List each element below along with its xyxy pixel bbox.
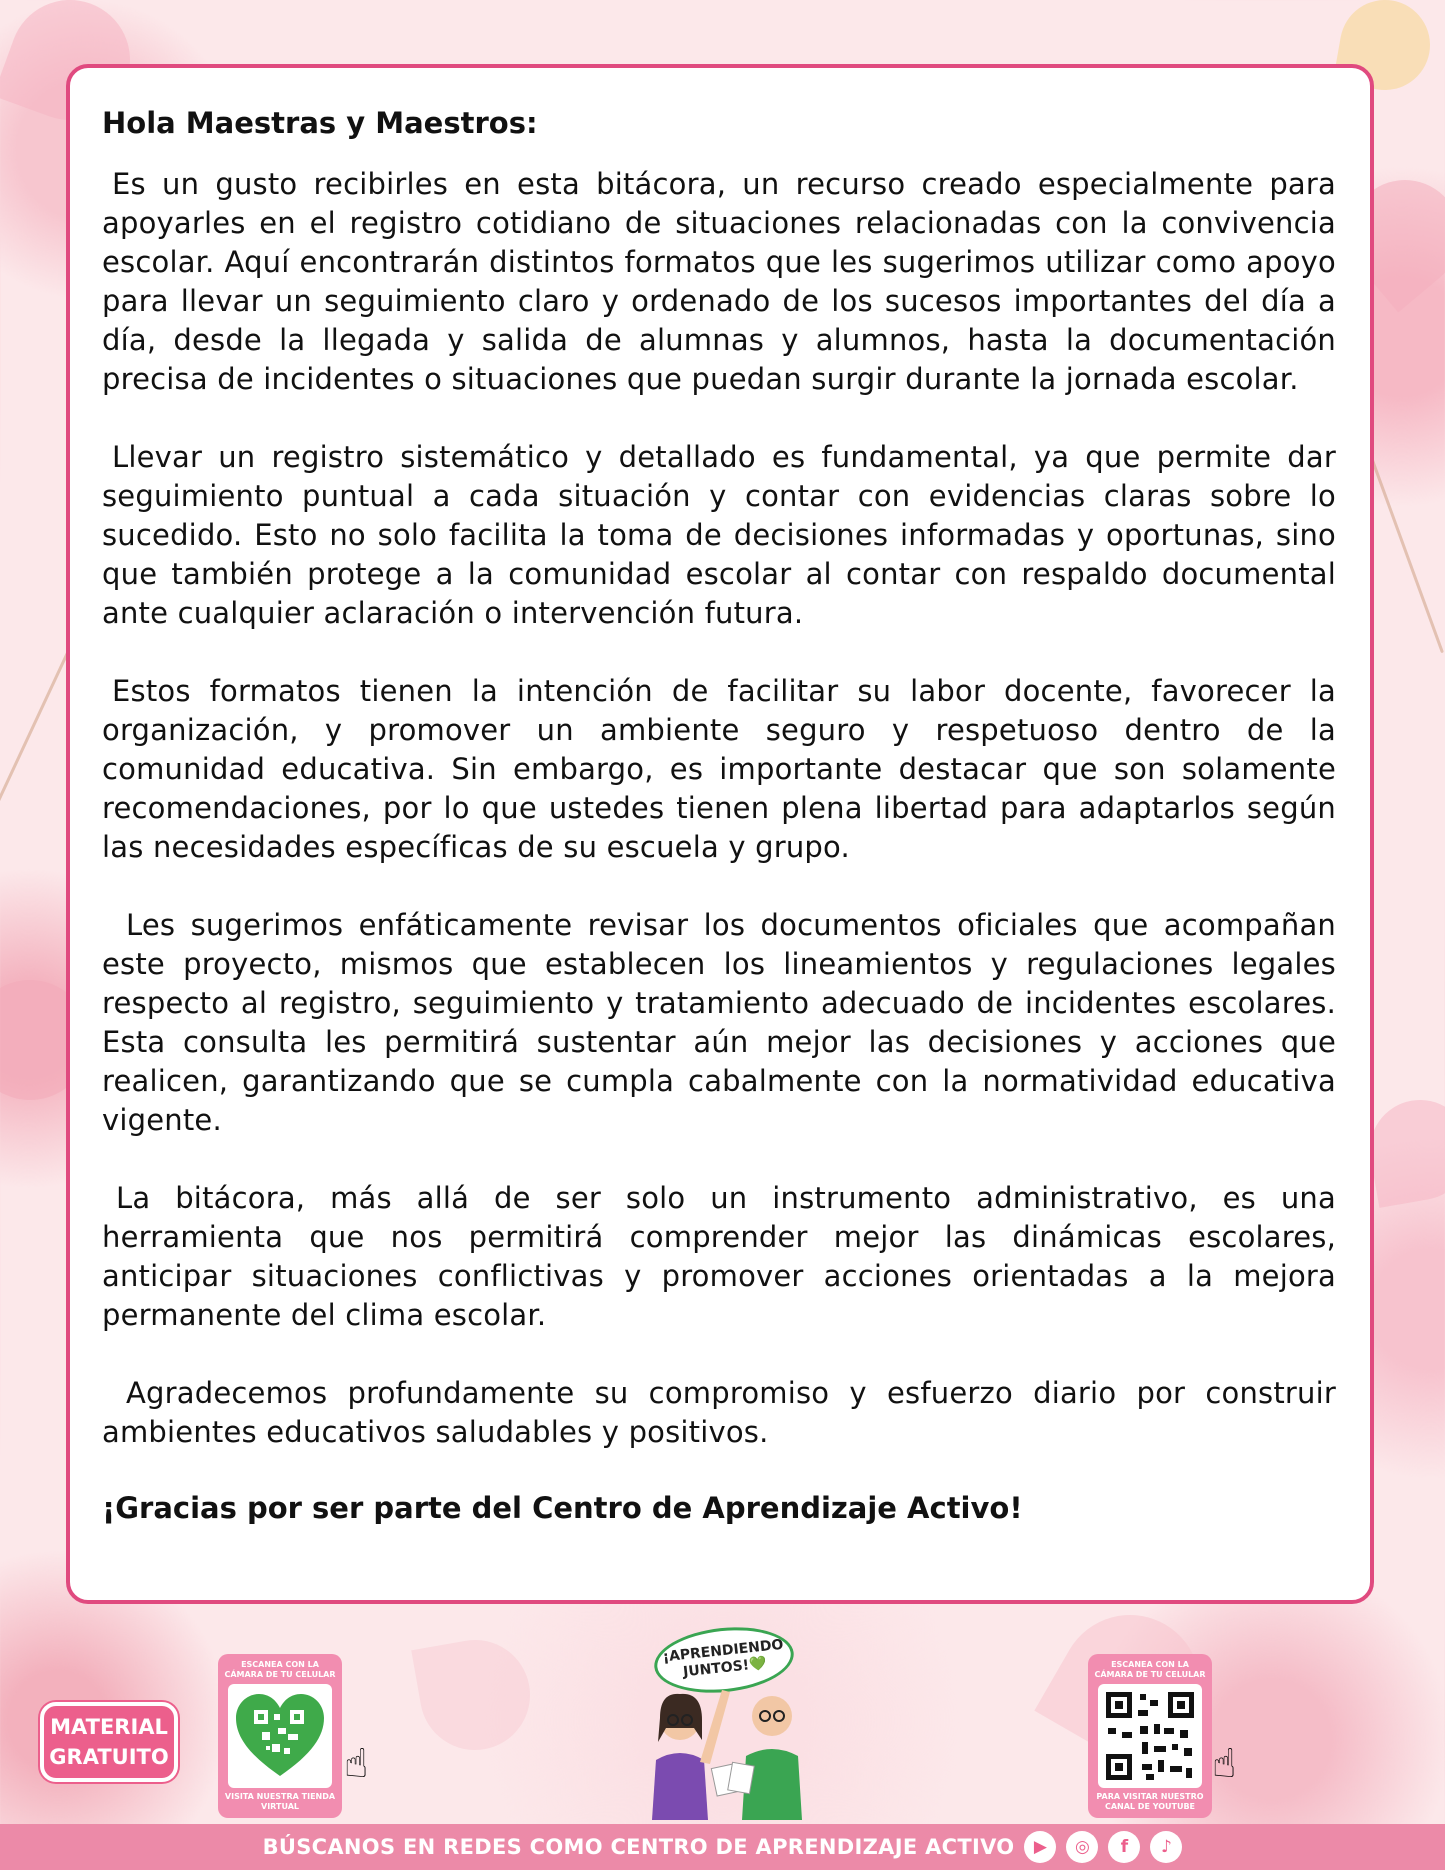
free-material-badge (40, 1702, 178, 1782)
facebook-icon[interactable]: f (1108, 1831, 1140, 1863)
flower-decoration (1362, 1092, 1445, 1208)
greeting: Hola Maestras y Maestros: (102, 106, 538, 140)
qr-youtube-card[interactable] (1088, 1654, 1212, 1818)
paragraph: Les sugerimos enfáticamente revisar los documentos oficiales que acompañan este proyecto, mismos que establecen los lineamientos y regulaciones legales respecto al registro, seguimiento y tratamiento adecuado de incidentes escolares. Esta consulta les permitirá sustentar aún mejor las decisiones y acciones que realicen, garantizando que se cumpla cabalmente con la normatividad educativa vigente. (102, 907, 1336, 1137)
qr-caption: VISITA NUESTRA TIENDA VIRTUAL (224, 1792, 336, 1811)
tiktok-icon[interactable]: ♪ (1150, 1831, 1182, 1863)
paragraph: Llevar un registro sistemático y detallado es fundamental, ya que permite dar seguimiento puntual a cada situación y contar con evidencias claras sobre lo sucedido. Esto no solo facilita la toma de decisiones informadas y oportunas, sino que también protege a la comunidad escolar al contar con respaldo documental ante cualquier aclaración o intervención futura. (102, 439, 1336, 630)
paragraph: Estos formatos tienen la intención de facilitar su labor docente, favorecer la organización, y promover un ambiente seguro y respetuoso dentro de la comunidad educativa. Sin embargo, es importante destacar que son solamente recomendaciones, por lo que ustedes tienen plena libertad para adaptarlos según las necesidades específicas de su escuela y grupo. (102, 673, 1336, 864)
closing-line: ¡Gracias por ser parte del Centro de Aprendizaje Activo! (102, 1490, 1023, 1525)
social-footer-bar (0, 1824, 1445, 1870)
qr-code[interactable] (1098, 1684, 1202, 1788)
teachers-illustration (630, 1680, 830, 1820)
pointer-hand-icon: ☝ (1212, 1741, 1237, 1787)
qr-caption: PARA VISITAR NUESTRO CANAL DE YOUTUBE (1096, 1792, 1204, 1811)
letter-card (66, 64, 1374, 1604)
speech-bubble: ¡APRENDIENDO JUNTOS!💚 (651, 1621, 797, 1699)
badge-line: GRATUITO (49, 1745, 169, 1769)
paragraph: Es un gusto recibirles en esta bitácora, un recurso creado especialmente para apoyarles en el registro cotidiano de situaciones relacionadas con la convivencia escolar. Aquí encontrarán distintos formatos que les sugerimos utilizar como apoyo para llevar un seguimiento claro y ordenado de los sucesos importantes del día a día, desde la llegada y salida de alumnas y alumnos, hasta la documentación precisa de incidentes o situaciones que puedan surgir durante la jornada escolar. (102, 166, 1336, 396)
instagram-icon[interactable]: ◎ (1066, 1831, 1098, 1863)
qr-instruction: ESCANEA CON LA CÁMARA DE TU CELULAR (1094, 1660, 1206, 1679)
heart-qr-icon (228, 1684, 332, 1788)
qr-code-icon (1098, 1684, 1202, 1788)
youtube-icon[interactable]: ▶ (1024, 1831, 1056, 1863)
qr-code-heart[interactable] (228, 1684, 332, 1788)
pointer-hand-icon: ☝ (344, 1741, 369, 1787)
footer-social-text: BÚSCANOS EN REDES COMO CENTRO DE APRENDIZAJE ACTIVO (262, 1835, 1015, 1859)
qr-instruction: ESCANEA CON LA CÁMARA DE TU CELULAR (224, 1660, 336, 1679)
qr-store-card[interactable] (218, 1654, 342, 1818)
flower-decoration (411, 1631, 538, 1758)
paragraph: La bitácora, más allá de ser solo un instrumento administrativo, es una herramienta que nos permitirá comprender mejor las dinámicas escolares, anticipar situaciones conflictivas y promover acciones orientadas a la mejora permanente del clima escolar. (102, 1180, 1336, 1332)
badge-line: MATERIAL (50, 1715, 168, 1739)
paragraph: Agradecemos profundamente su compromiso y esfuerzo diario por construir ambientes educativos saludables y positivos. (102, 1375, 1336, 1449)
